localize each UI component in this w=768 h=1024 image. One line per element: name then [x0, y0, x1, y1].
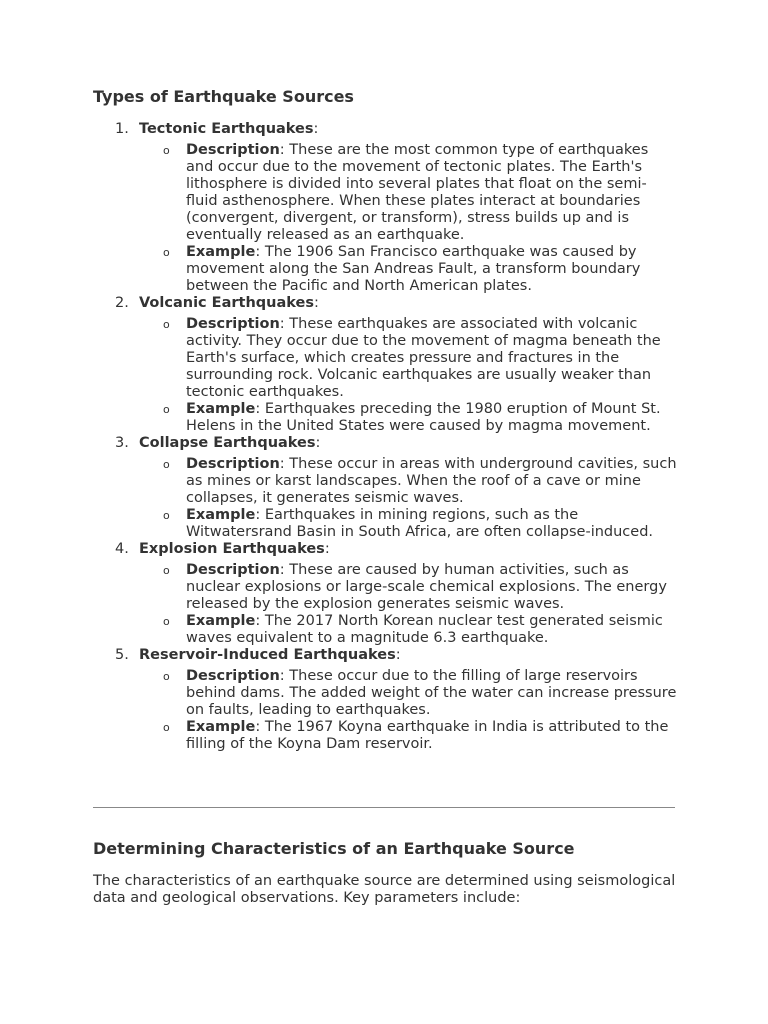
description-item: o Description: These are the most common type of earthquakes and occur due to the movement of tectonic plates. The Earth's lithosphere is divided into several plates that float on the semi-fluid asthenosphere. When these plates interact at boundaries (convergent, divergent, or transform), stress builds up and is eventually released as an earthquake. — [163, 142, 649, 243]
list-number: 1. — [115, 121, 129, 137]
bullet-icon: o — [163, 615, 170, 628]
type-heading: Explosion Earthquakes: — [139, 541, 330, 557]
type-heading: Collapse Earthquakes: — [139, 435, 321, 451]
bullet-icon: o — [163, 670, 170, 683]
type-item — [93, 541, 678, 647]
earthquake-types-list — [93, 121, 678, 753]
bullet-icon: o — [163, 246, 170, 259]
description-item: o Description: These occur in areas with underground cavities, such as mines or karst landscapes. When the roof of a cave or mine collapses, it generates seismic waves. — [163, 456, 677, 506]
type-item — [93, 647, 678, 753]
bullet-icon: o — [163, 564, 170, 577]
bullet-icon: o — [163, 318, 170, 331]
description-item: o Description: These are caused by human activities, such as nuclear explosions or large-scale chemical explosions. The energy released by the explosion generates seismic waves. — [163, 562, 667, 612]
example-item: o Example: The 1967 Koyna earthquake in India is attributed to the filling of the Koyna Dam reservoir. — [163, 719, 669, 752]
type-details — [139, 668, 678, 753]
list-number: 5. — [115, 647, 129, 663]
section-heading-types: Types of Earthquake Sources — [93, 87, 354, 106]
list-number: 4. — [115, 541, 129, 557]
type-item — [93, 121, 678, 295]
bullet-icon: o — [163, 509, 170, 522]
type-details — [139, 456, 678, 541]
type-item — [93, 435, 678, 541]
bullet-icon: o — [163, 403, 170, 416]
section-heading-characteristics: Determining Characteristics of an Earthquake Source — [93, 839, 575, 858]
list-number: 3. — [115, 435, 129, 451]
type-name: Reservoir-Induced Earthquakes — [139, 647, 396, 663]
description-item: o Description: These occur due to the filling of large reservoirs behind dams. The added weight of the water can increase pressure on faults, leading to earthquakes. — [163, 668, 677, 718]
example-item: o Example: The 1906 San Francisco earthquake was caused by movement along the San Andreas Fault, a transform boundary between the Pacific and North American plates. — [163, 244, 641, 294]
type-name: Collapse Earthquakes — [139, 435, 316, 451]
section-intro-paragraph: The characteristics of an earthquake source are determined using seismological data and geological observations. Key parameters include: — [93, 873, 676, 906]
type-name: Tectonic Earthquakes — [139, 121, 314, 137]
list-number: 2. — [115, 295, 129, 311]
bullet-icon: o — [163, 458, 170, 471]
description-item: o Description: These earthquakes are associated with volcanic activity. They occur due to the movement of magma beneath the Earth's surface, which creates pressure and fractures in the surrounding rock. Volcanic earthquakes are usually weaker than tectonic earthquakes. — [163, 316, 661, 400]
type-heading: Tectonic Earthquakes: — [139, 121, 319, 137]
type-details — [139, 562, 678, 647]
type-heading: Volcanic Earthquakes: — [139, 295, 319, 311]
example-item: o Example: Earthquakes in mining regions, such as the Witwatersrand Basin in South Africa, are often collapse-induced. — [163, 507, 654, 540]
type-heading: Reservoir-Induced Earthquakes: — [139, 647, 401, 663]
characteristics-section — [93, 839, 678, 907]
example-item: o Example: The 2017 North Korean nuclear test generated seismic waves equivalent to a magnitude 6.3 earthquake. — [163, 613, 663, 646]
bullet-icon: o — [163, 721, 170, 734]
type-name: Volcanic Earthquakes — [139, 295, 314, 311]
document-page — [93, 87, 678, 753]
bullet-icon: o — [163, 144, 170, 157]
type-details — [139, 316, 678, 435]
example-item: o Example: Earthquakes preceding the 1980 eruption of Mount St. Helens in the United States were caused by magma movement. — [163, 401, 661, 434]
section-divider — [93, 807, 675, 808]
type-details — [139, 142, 678, 295]
type-item — [93, 295, 678, 435]
type-name: Explosion Earthquakes — [139, 541, 325, 557]
